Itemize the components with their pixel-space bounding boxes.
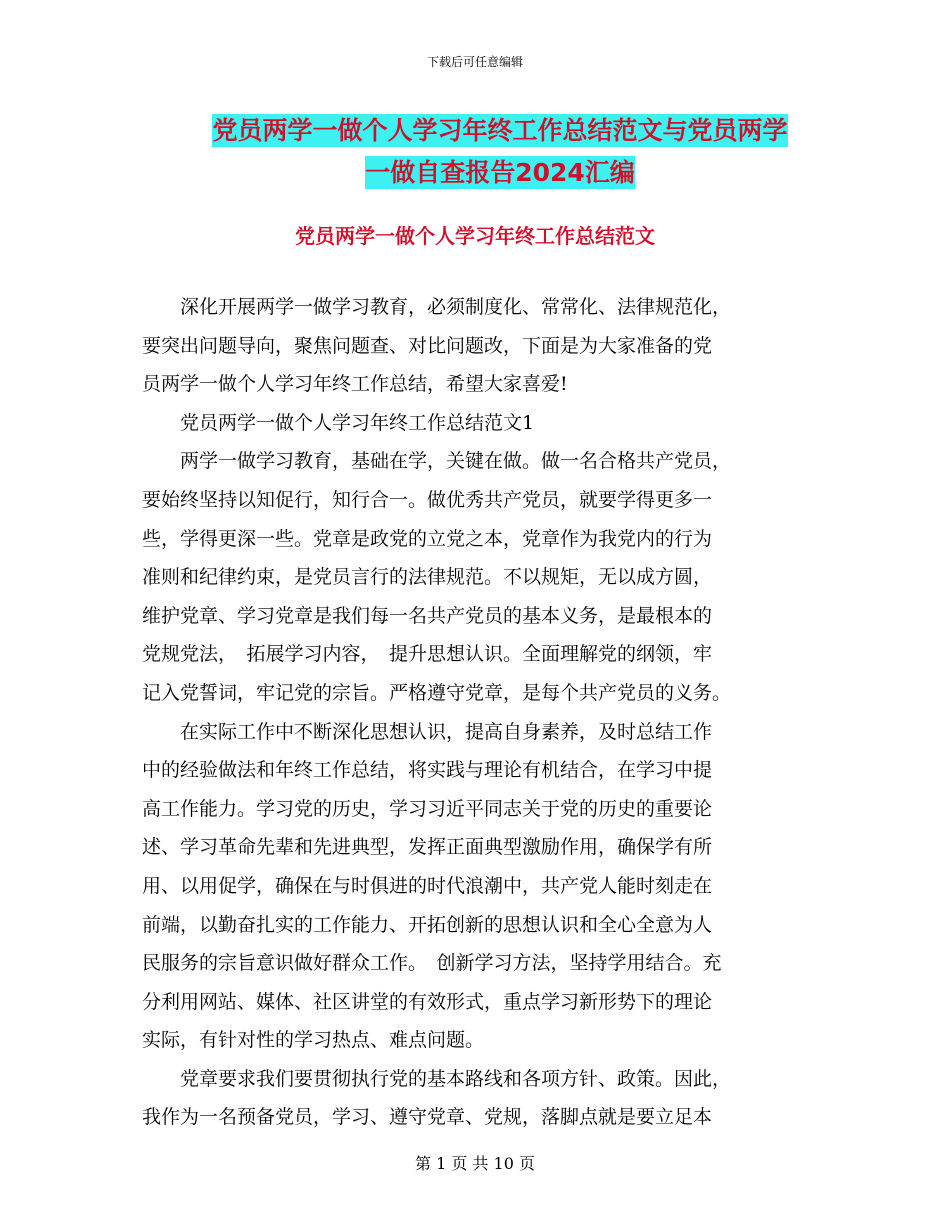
- header-note: 下载后可任意编辑: [426, 55, 523, 69]
- body-line: 记入党誓词，牢记党的宗旨。严格遵守党章，是每个共产党员的义务。: [142, 681, 732, 704]
- body-line: 前端，以勤奋扎实的工作能力、开拓创新的思想认识和全心全意为人: [142, 913, 713, 936]
- section-title: 党员两学一做个人学习年终工作总结范文: [295, 224, 655, 248]
- body-line: 党规党法， 拓展学习内容， 提升思想认识。全面理解党的纲领，牢: [142, 643, 713, 666]
- body-line: 党章要求我们要贯彻执行党的基本路线和各项方针、政策。因此，: [142, 1067, 732, 1090]
- body-line: 民服务的宗旨意识做好群众工作。 创新学习方法，坚持学用结合。充: [142, 952, 722, 975]
- body-line: 用、以用促学，确保在与时俱进的时代浪潮中，共产党人能时刻走在: [142, 874, 713, 897]
- body-line: 分利用网站、媒体、社区讲堂的有效形式，重点学习新形势下的理论: [142, 990, 713, 1013]
- body-line: 述、学习革命先辈和先进典型，发挥正面典型激励作用，确保学有所: [142, 836, 713, 859]
- body-line: 中的经验做法和年终工作总结，将实践与理论有机结合，在学习中提: [142, 759, 713, 782]
- page-footer: 第 1 页 共 10 页: [415, 1154, 535, 1173]
- body-line: 高工作能力。学习党的历史，学习习近平同志关于党的历史的重要论: [142, 797, 713, 820]
- body-line: 些，学得更深一些。党章是政党的立党之本，党章作为我党内的行为: [142, 527, 713, 550]
- body-line: 准则和纪律约束，是党员言行的法律规范。不以规矩，无以成方圆，: [142, 566, 713, 589]
- body-line: 党员两学一做个人学习年终工作总结范文1: [142, 411, 535, 434]
- body-line: 深化开展两学一做学习教育，必须制度化、常常化、法律规范化，: [142, 296, 732, 318]
- title-line-1: 党员两学一做个人学习年终工作总结范文与党员两学: [212, 116, 788, 145]
- body-line: 维护党章、学习党章是我们每一名共产党员的基本义务，是最根本的: [142, 604, 713, 627]
- body-line: 员两学一做个人学习年终工作总结，希望大家喜爱!: [142, 373, 568, 396]
- body-line: 两学一做学习教育，基础在学，关键在做。做一名合格共产党员，: [142, 450, 732, 473]
- body-line: 要始终坚持以知促行，知行合一。做优秀共产党员，就要学得更多一: [142, 488, 713, 511]
- title-line-2: 一做自查报告2024汇编: [365, 158, 635, 187]
- body-line: 实际，有针对性的学习热点、难点问题。: [142, 1029, 485, 1052]
- body-text: [142, 288, 812, 1137]
- body-line: 要突出问题导向，聚焦问题查、对比问题改，下面是为大家准备的党: [142, 334, 713, 357]
- document-title: [150, 110, 850, 194]
- body-line: 我作为一名预备党员，学习、遵守党章、党规，落脚点就是要立足本: [142, 1106, 713, 1129]
- body-line: 在实际工作中不断深化思想认识，提高自身素养，及时总结工作: [142, 720, 713, 743]
